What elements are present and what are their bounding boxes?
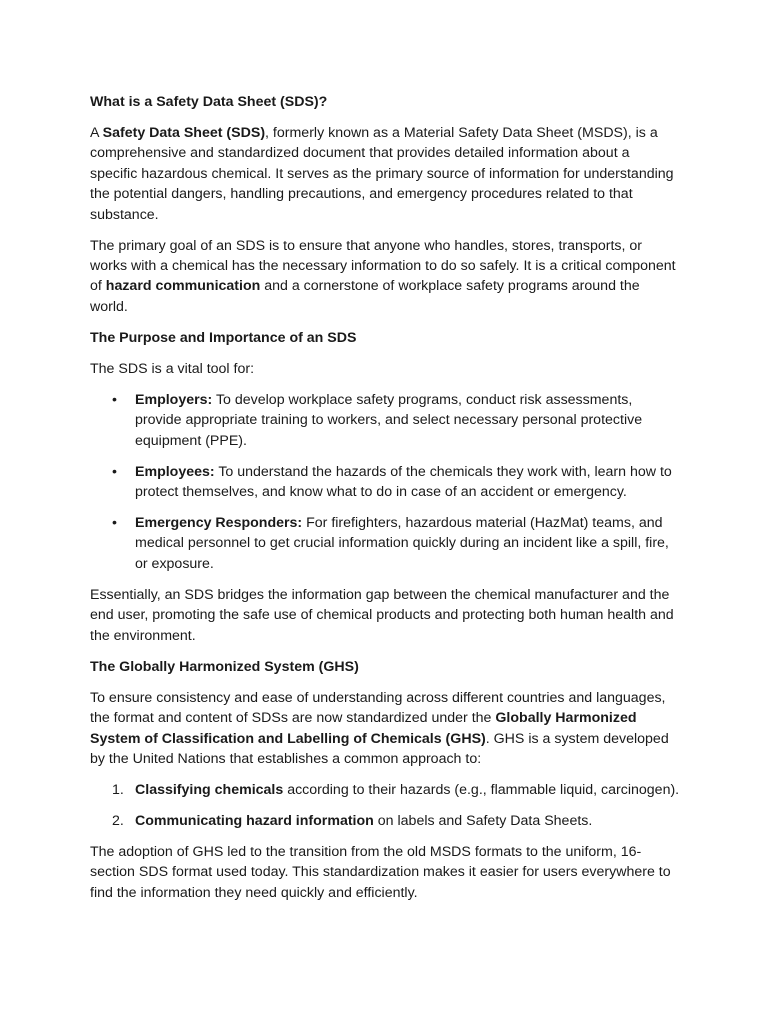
ghs-term: Globally Harmonized System of Classification and Labelling of Chemicals (GHS) (90, 710, 637, 747)
bullet-icon: • (112, 515, 117, 532)
list-item-text: For firefighters, hazardous material (HazMat) teams, and medical personnel to get crucial information quickly during an incident like a spill, fire, or exposure. (135, 515, 669, 572)
ghs-text-rest: . GHS is a system developed by the United Nations that establishes a common approach to: (90, 730, 669, 767)
list-item-term: Employees: (135, 463, 215, 480)
list-item-term: Classifying chemicals (135, 781, 284, 798)
list-item-term: Communicating hazard information (135, 812, 374, 829)
goal-text-start: The primary goal of an SDS is to ensure that anyone who handles, stores, transports, or works with a chemical has the necessary information to do so safely. It is a critical component of (90, 237, 676, 295)
list-number: 1. (112, 781, 124, 798)
list-item (90, 513, 680, 574)
list-item (90, 462, 680, 503)
ghs-numbered-list (90, 780, 680, 831)
bullet-icon: • (112, 463, 117, 480)
audience-bullet-list (90, 390, 680, 574)
summary-paragraph: Essentially, an SDS bridges the information gap between the chemical manufacturer and the end user, promoting the safe use of chemical products and protecting both human health and the environment. (90, 586, 674, 644)
list-item (90, 780, 680, 800)
goal-paragraph (90, 236, 680, 318)
ghs-text-start: To ensure consistency and ease of understanding across different countries and languages, the format and content of SDSs are now standardized under the (90, 689, 666, 727)
list-item (90, 811, 680, 831)
goal-text-rest: and a cornerstone of workplace safety programs around the world. (90, 278, 640, 315)
section-heading-ghs: The Globally Harmonized System (GHS) (90, 658, 359, 675)
section-heading-purpose: The Purpose and Importance of an SDS (90, 329, 357, 346)
document-page (90, 92, 680, 914)
ghs-paragraph (90, 688, 680, 770)
intro-text-start: A (90, 125, 103, 141)
intro-term-sds: Safety Data Sheet (SDS) (102, 125, 266, 141)
intro-paragraph (90, 123, 680, 225)
adoption-paragraph: The adoption of GHS led to the transition from the old MSDS formats to the uniform, 16-section SDS format used today. This standardization makes it easier for users everywhere to find the information they need quickly and efficiently. (90, 843, 671, 901)
vital-tool-paragraph: The SDS is a vital tool for: (90, 360, 255, 377)
section-heading-what-is-sds: What is a Safety Data Sheet (SDS)? (90, 94, 328, 110)
list-item-text: To develop workplace safety programs, conduct risk assessments, provide appropriate training to workers, and select necessary personal protective equipment (PPE). (135, 391, 643, 449)
list-item-text: To understand the hazards of the chemicals they work with, learn how to protect themselves, and know what to do in case of an accident or emergency. (135, 463, 672, 501)
list-item-text: according to their hazards (e.g., flammable liquid, carcinogen). (283, 781, 680, 798)
goal-term-hazard-communication: hazard communication (105, 278, 261, 295)
list-item-text: on labels and Safety Data Sheets. (373, 812, 593, 829)
intro-text-rest: , formerly known as a Material Safety Data Sheet (MSDS), is a comprehensive and standardized document that provides detailed information about a specific hazardous chemical. It serves as the primary source of information for understanding the potential dangers, handling precautions, and emergency procedures related to that substance. (90, 125, 674, 223)
list-item-term: Employers: (135, 391, 213, 408)
list-item (90, 390, 680, 451)
bullet-icon: • (112, 391, 117, 408)
list-item-term: Emergency Responders: (135, 515, 303, 532)
list-number: 2. (112, 812, 124, 829)
